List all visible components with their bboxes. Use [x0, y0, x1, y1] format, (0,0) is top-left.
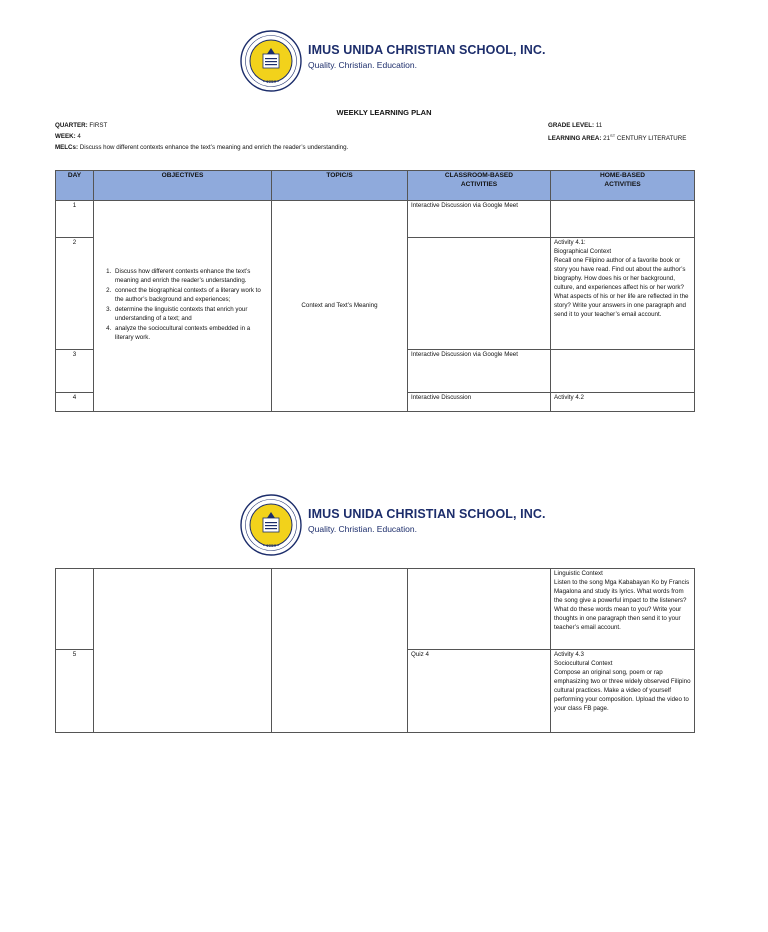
header-topics: TOPIC/S — [272, 171, 408, 201]
school-tagline: Quality. Christian. Education. — [308, 60, 417, 70]
day-cell — [56, 569, 94, 650]
objective-item: 1. Discuss how different contexts enhance the text’s meaning and enrich the reader’s understanding. — [113, 268, 268, 286]
topic-cell — [272, 569, 408, 733]
weekly-plan-table — [55, 170, 695, 412]
home-activity-cell: Activity 4.3 Sociocultural Context Compose an original song, poem or rap emphasizing two or three widely observed Filipino cultural practices. Make a video of yourself performing your composition. Upload the video to your class FB page. — [551, 650, 695, 733]
classroom-activity-cell: Interactive Discussion — [408, 393, 551, 412]
school-header — [240, 30, 546, 100]
weekly-plan-table-continued — [55, 568, 695, 733]
school-header-page-2 — [240, 494, 546, 564]
header-classroom-activities: CLASSROOM-BASED ACTIVITIES — [408, 171, 551, 201]
objectives-cell — [94, 201, 272, 412]
school-logo-icon — [240, 494, 302, 556]
svg-text:• 1968 •: • 1968 • — [263, 79, 279, 84]
learning-area-line: LEARNING AREA: 21ST CENTURY LITERATURE — [548, 133, 687, 143]
day-cell: 2 — [56, 238, 94, 350]
header-home-activities: HOME-BASED ACTIVITIES — [551, 171, 695, 201]
grade-level-line: GRADE LEVEL: 11 — [548, 122, 603, 129]
school-name: IMUS UNIDA CHRISTIAN SCHOOL, INC. — [308, 43, 546, 57]
school-tagline: Quality. Christian. Education. — [308, 524, 417, 534]
home-activity-cell: Linguistic Context Listen to the song Mga Kababayan Ko by Francis Magalona and study its lyrics. What words from the song give a powerful impact to the listeners? What do these words mean to you? Write your thoughts in one paragraph then send it to your teacher’s email account. — [551, 569, 695, 650]
document-title: WEEKLY LEARNING PLAN — [336, 108, 432, 117]
day-cell: 1 — [56, 201, 94, 238]
day-cell: 3 — [56, 350, 94, 393]
svg-text:• 1968 •: • 1968 • — [263, 543, 279, 548]
table-row — [56, 569, 695, 650]
classroom-activity-cell — [408, 238, 551, 350]
objectives-cell — [94, 569, 272, 733]
day-cell: 4 — [56, 393, 94, 412]
objective-item: 3. determine the linguistic contexts that enrich your understanding of a text; and — [113, 306, 268, 324]
day-cell: 5 — [56, 650, 94, 733]
melcs-line: MELCs: Discuss how different contexts enhance the text’s meaning and enrich the reader’s understanding. — [55, 144, 349, 151]
school-name: IMUS UNIDA CHRISTIAN SCHOOL, INC. — [308, 507, 546, 521]
classroom-activity-cell: Interactive Discussion via Google Meet — [408, 201, 551, 238]
home-activity-cell — [551, 350, 695, 393]
home-activity-cell — [551, 201, 695, 238]
quarter-line: QUARTER: FIRST — [55, 122, 108, 129]
week-line: WEEK: 4 — [55, 133, 81, 140]
school-logo-icon — [240, 30, 302, 92]
classroom-activity-cell: Interactive Discussion via Google Meet — [408, 350, 551, 393]
classroom-activity-cell: Quiz 4 — [408, 650, 551, 733]
home-activity-cell: Activity 4.2 — [551, 393, 695, 412]
classroom-activity-cell — [408, 569, 551, 650]
table-row — [56, 201, 695, 238]
objective-item: 4. analyze the sociocultural contexts embedded in a literary work. — [113, 325, 268, 343]
home-activity-cell: Activity 4.1: Biographical Context Recall one Filipino author of a favorite book or story you have read. Find out about the author’s biography. How does his or her background, culture, and experiences affect his or her work? What aspects of his or her life are reflected in the story? Write your answers in one paragraph and send it to your teacher’s email account. — [551, 238, 695, 350]
header-objectives: OBJECTIVES — [94, 171, 272, 201]
topic-cell: Context and Text’s Meaning — [272, 201, 408, 412]
objective-item: 2. connect the biographical contexts of a literary work to the author’s background and experiences; — [113, 287, 268, 305]
header-day: DAY — [56, 171, 94, 201]
